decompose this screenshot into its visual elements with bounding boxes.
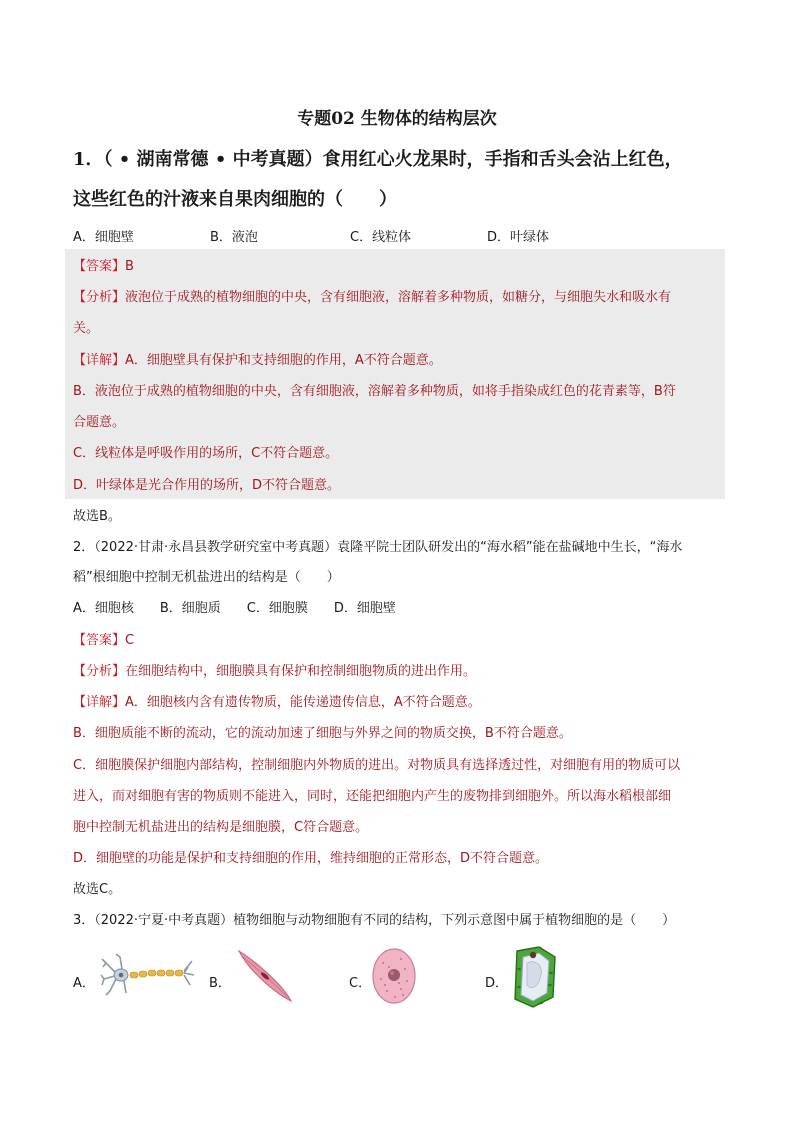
- question-2-options: A．细胞核 B．细胞质 C．细胞膜 D．细胞壁: [73, 601, 396, 616]
- question-1-analysis-cont: 关。: [73, 321, 100, 336]
- question-1-detail-d: D．叶绿体是光合作用的场所，D不符合题意。: [73, 478, 341, 493]
- answer-value: C: [125, 633, 135, 648]
- detail-tag: 【详解】: [73, 353, 126, 368]
- neuron-cell-icon: [100, 953, 196, 999]
- question-3-option-a: A．: [73, 976, 95, 991]
- question-2-detail-b: B．细胞质能不断的流动，它的流动加速了细胞与外界之间的物质交换，B不符合题意。: [73, 726, 572, 741]
- analysis-tag: 【分析】: [73, 290, 126, 305]
- question-2-detail-d: D．细胞壁的功能是保护和支持细胞的作用，维持细胞的正常形态，D不符合题意。: [73, 851, 549, 866]
- question-1-option-c: C．线粒体: [350, 230, 412, 245]
- plant-cell-icon: [511, 945, 559, 1009]
- question-1-stem-line-2: 这些红色的汁液来自果肉细胞的（ ）: [73, 189, 397, 210]
- question-2-answer: [73, 631, 723, 651]
- answer-tag: 【答案】: [73, 259, 126, 274]
- question-1-detail-c: C．线粒体是呼吸作用的场所，C不符合题意。: [73, 446, 339, 461]
- detail-text: A．细胞核内含有遗传物质，能传递遗传信息，A不符合题意。: [125, 695, 481, 710]
- question-3-option-b: B．: [209, 976, 231, 991]
- question-1-answer: [73, 257, 723, 277]
- question-2-detail-a: [73, 693, 723, 713]
- question-1-option-a: A．细胞壁: [73, 230, 134, 245]
- question-1-detail-a: [73, 351, 723, 371]
- question-3-options: [73, 945, 573, 1015]
- answer-value: B: [125, 259, 134, 274]
- question-1-detail-b: B．液泡位于成熟的植物细胞的中央，含有细胞液，溶解着多种物质，如将手指染成红色的花青素等，B符: [73, 384, 676, 399]
- detail-text: A．细胞壁具有保护和支持细胞的作用，A不符合题意。: [125, 353, 442, 368]
- question-2-analysis: [73, 662, 723, 682]
- question-1-stem-line-1: 1．（ • 湖南常德 • 中考真题）食用红心火龙果时，手指和舌头会沾上红色，: [73, 149, 683, 170]
- question-2-conclusion: 故选C。: [73, 882, 122, 897]
- question-2-stem-line-1: 2．（2022·甘肃·永昌县教学研究室中考真题）袁隆平院士团队研发出的“海水稻”能在盐碱地中生长，“海水: [73, 540, 683, 555]
- question-3-option-d: D．: [485, 976, 509, 991]
- muscle-cell-icon: [235, 947, 295, 1005]
- question-1-detail-b-cont: 合题意。: [73, 415, 126, 430]
- question-1-option-b: B．液泡: [210, 230, 258, 245]
- page-title: 专题02 生物体的结构层次: [297, 109, 497, 129]
- answer-tag: 【答案】: [73, 633, 126, 648]
- question-2-detail-c: C．细胞膜保护细胞内部结构，控制细胞内外物质的进出。对物质具有选择透过性，对细胞有用的物质可以: [73, 758, 681, 773]
- question-3-stem: 3．（2022·宁夏·中考真题）植物细胞与动物细胞有不同的结构，下列示意图中属于植物细胞的是（ ）: [73, 913, 676, 928]
- animal-cell-icon: [369, 945, 419, 1007]
- analysis-text: 液泡位于成熟的植物细胞的中央，含有细胞液，溶解着多种物质，如糖分，与细胞失水和吸水有: [125, 290, 672, 305]
- question-2-detail-c-cont-1: 进入，而对细胞有害的物质则不能进入，同时，还能把细胞内产生的废物排到细胞外。所以海水稻根部细: [73, 789, 672, 804]
- question-1-option-d: D．叶绿体: [487, 230, 550, 245]
- question-1-conclusion: 故选B。: [73, 509, 121, 524]
- question-2-detail-c-cont-2: 胞中控制无机盐进出的结构是细胞膜，C符合题意。: [73, 820, 369, 835]
- question-1-analysis: [73, 288, 723, 308]
- question-3-option-c: C．: [349, 976, 372, 991]
- question-2-stem-line-2: 稻”根细胞中控制无机盐进出的结构是（ ）: [73, 570, 340, 585]
- analysis-tag: 【分析】: [73, 664, 126, 679]
- detail-tag: 【详解】: [73, 695, 126, 710]
- analysis-text: 在细胞结构中，细胞膜具有保护和控制细胞物质的进出作用。: [125, 664, 477, 679]
- question-1-stem: [73, 140, 733, 220]
